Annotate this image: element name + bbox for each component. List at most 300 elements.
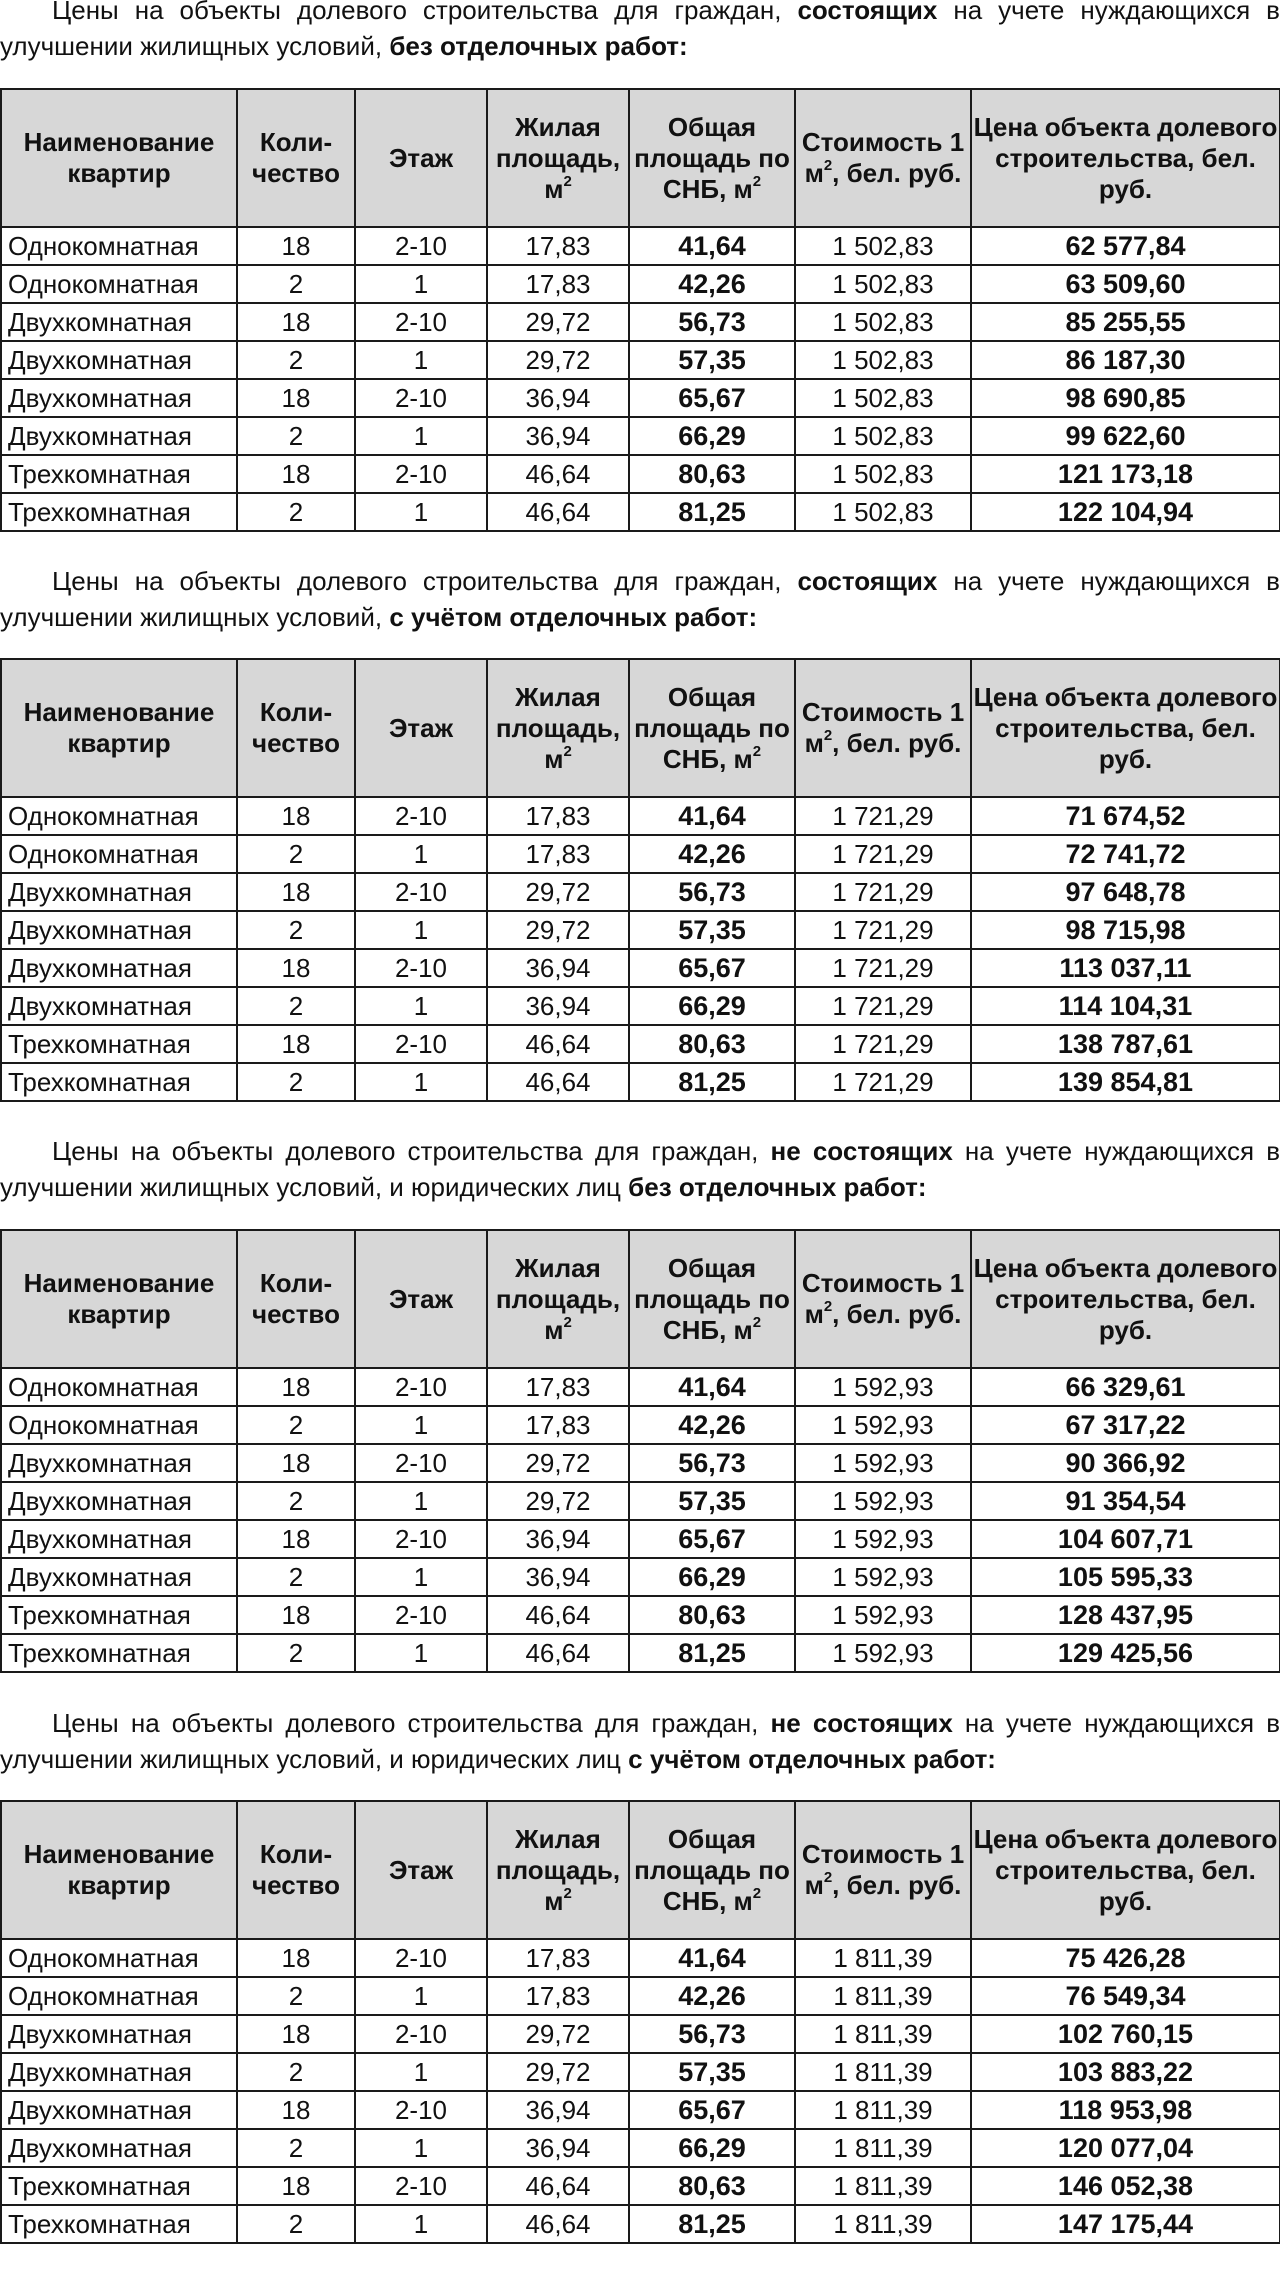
cell-cost: 1 721,29 [795,797,971,835]
table-row [1,1596,1280,1634]
table-row [1,379,1280,417]
header-floor: Этаж [355,659,487,797]
cell-price: 63 509,60 [971,265,1280,303]
cell-price: 146 052,38 [971,2167,1280,2205]
cell-total: 57,35 [629,2053,795,2091]
cell-total: 66,29 [629,987,795,1025]
table-row [1,341,1280,379]
cell-price: 139 854,81 [971,1063,1280,1101]
header-cost-per-m2-suffix: , бел. руб. [832,158,962,188]
cell-cost: 1 502,83 [795,303,971,341]
cell-living: 46,64 [487,1025,629,1063]
header-apartment-name: Наименование квартир [1,659,237,797]
cell-living: 46,64 [487,493,629,531]
cell-total: 56,73 [629,2015,795,2053]
cell-total: 56,73 [629,1444,795,1482]
cell-cost: 1 592,93 [795,1482,971,1520]
table-row [1,1063,1280,1101]
table-row [1,2167,1280,2205]
cell-qty: 18 [237,379,355,417]
header-floor: Этаж [355,89,487,227]
cell-cost: 1 721,29 [795,1063,971,1101]
cell-qty: 18 [237,1368,355,1406]
header-row [1,89,1280,227]
cell-qty: 18 [237,2091,355,2129]
table-row [1,1444,1280,1482]
cell-qty: 2 [237,1482,355,1520]
cell-qty: 2 [237,2129,355,2167]
cell-floor: 2-10 [355,1025,487,1063]
cell-qty: 18 [237,2167,355,2205]
header-total-area-text: Общая площадь по СНБ, м [634,111,790,204]
table-row [1,987,1280,1025]
cell-price: 104 607,71 [971,1520,1280,1558]
cell-floor: 2-10 [355,455,487,493]
cell-living: 29,72 [487,341,629,379]
cell-name: Трехкомнатная [1,2167,237,2205]
cell-cost: 1 592,93 [795,1520,971,1558]
cell-price: 91 354,54 [971,1482,1280,1520]
cell-price: 122 104,94 [971,493,1280,531]
cell-total: 80,63 [629,1596,795,1634]
table-row [1,1939,1280,1977]
cell-price: 90 366,92 [971,1444,1280,1482]
cell-cost: 1 592,93 [795,1596,971,1634]
cell-cost: 1 811,39 [795,2053,971,2091]
cell-name: Однокомнатная [1,1368,237,1406]
cell-total: 80,63 [629,2167,795,2205]
cell-total: 42,26 [629,1977,795,2015]
table-row [1,493,1280,531]
header-living-area [487,659,629,797]
cell-floor: 1 [355,835,487,873]
cell-cost: 1 502,83 [795,493,971,531]
cell-living: 17,83 [487,1368,629,1406]
cell-name: Однокомнатная [1,1977,237,2015]
header-quantity: Коли-чество [237,1801,355,1939]
cell-qty: 18 [237,949,355,987]
cell-price: 86 187,30 [971,341,1280,379]
cell-cost: 1 721,29 [795,987,971,1025]
cell-name: Трехкомнатная [1,1596,237,1634]
cell-price: 71 674,52 [971,797,1280,835]
cell-total: 41,64 [629,227,795,265]
cell-living: 36,94 [487,417,629,455]
cell-qty: 2 [237,835,355,873]
cell-price: 121 173,18 [971,455,1280,493]
cell-cost: 1 811,39 [795,2129,971,2167]
header-total-area-text: Общая площадь по СНБ, м [634,1823,790,1916]
cell-floor: 2-10 [355,303,487,341]
cell-cost: 1 592,93 [795,1406,971,1444]
cell-living: 36,94 [487,949,629,987]
cell-qty: 2 [237,493,355,531]
header-apartment-name: Наименование квартир [1,1230,237,1368]
header-apartment-name: Наименование квартир [1,89,237,227]
cell-cost: 1 502,83 [795,341,971,379]
cell-qty: 2 [237,1063,355,1101]
caption-text: на учете нуждающихся в улучшении жилищных условий, [0,566,1280,632]
table-row [1,2205,1280,2243]
cell-living: 17,83 [487,1977,629,2015]
cell-floor: 1 [355,911,487,949]
cell-floor: 2-10 [355,797,487,835]
cell-price: 128 437,95 [971,1596,1280,1634]
cell-name: Трехкомнатная [1,493,237,531]
cell-name: Двухкомнатная [1,303,237,341]
cell-qty: 18 [237,303,355,341]
cell-cost: 1 721,29 [795,911,971,949]
cell-living: 17,83 [487,227,629,265]
header-object-price: Цена объекта долевого строительства, бел. руб. [971,1230,1280,1368]
cell-cost: 1 811,39 [795,2167,971,2205]
superscript-2: 2 [563,1313,572,1331]
cell-total: 65,67 [629,949,795,987]
cell-floor: 2-10 [355,2167,487,2205]
cell-cost: 1 811,39 [795,2015,971,2053]
cell-total: 65,67 [629,1520,795,1558]
table-row [1,455,1280,493]
cell-total: 80,63 [629,455,795,493]
cell-name: Двухкомнатная [1,873,237,911]
cell-floor: 1 [355,2129,487,2167]
cell-total: 42,26 [629,835,795,873]
cell-living: 17,83 [487,835,629,873]
cell-total: 66,29 [629,2129,795,2167]
header-quantity: Коли-чество [237,1230,355,1368]
cell-living: 46,64 [487,2205,629,2243]
cell-qty: 2 [237,987,355,1025]
caption-emphasis: с учётом отделочных работ: [389,602,758,632]
cell-living: 36,94 [487,987,629,1025]
cell-cost: 1 811,39 [795,1939,971,1977]
cell-price: 114 104,31 [971,987,1280,1025]
cell-total: 81,25 [629,2205,795,2243]
cell-floor: 2-10 [355,1520,487,1558]
cell-total: 66,29 [629,417,795,455]
header-total-area-text: Общая площадь по СНБ, м [634,1252,790,1345]
price-table [0,1800,1280,2244]
cell-qty: 18 [237,227,355,265]
superscript-2: 2 [563,742,572,760]
cell-living: 29,72 [487,1482,629,1520]
cell-floor: 2-10 [355,1939,487,1977]
cell-floor: 1 [355,1634,487,1672]
cell-living: 29,72 [487,303,629,341]
cell-name: Двухкомнатная [1,1520,237,1558]
cell-cost: 1 502,83 [795,227,971,265]
table-row [1,2015,1280,2053]
cell-total: 66,29 [629,1558,795,1596]
header-cost-per-m2 [795,89,971,227]
cell-cost: 1 811,39 [795,1977,971,2015]
header-floor: Этаж [355,1230,487,1368]
caption-text: на учете нуждающихся в улучшении жилищных условий, [0,0,1280,61]
cell-cost: 1 502,83 [795,417,971,455]
cell-price: 99 622,60 [971,417,1280,455]
cell-qty: 18 [237,455,355,493]
table-row [1,835,1280,873]
cell-price: 66 329,61 [971,1368,1280,1406]
superscript-2: 2 [823,727,833,745]
cell-name: Двухкомнатная [1,2015,237,2053]
superscript-2: 2 [823,157,833,175]
section-caption [0,0,1280,64]
cell-price: 62 577,84 [971,227,1280,265]
cell-total: 42,26 [629,265,795,303]
cell-total: 41,64 [629,797,795,835]
cell-name: Однокомнатная [1,835,237,873]
header-cost-per-m2 [795,659,971,797]
table-row [1,1025,1280,1063]
cell-living: 46,64 [487,1634,629,1672]
cell-floor: 2-10 [355,1444,487,1482]
header-quantity: Коли-чество [237,659,355,797]
header-cost-per-m2-suffix: , бел. руб. [832,1870,962,1900]
cell-cost: 1 502,83 [795,379,971,417]
cell-qty: 18 [237,797,355,835]
cell-living: 36,94 [487,2129,629,2167]
caption-emphasis: состоящих [797,0,938,25]
cell-living: 17,83 [487,1406,629,1444]
caption-text: Цены на объекты долевого строительства для граждан, [52,1136,771,1166]
cell-qty: 2 [237,2053,355,2091]
cell-total: 42,26 [629,1406,795,1444]
cell-living: 17,83 [487,265,629,303]
header-living-area-text: Жилая площадь, м [495,1823,621,1916]
cell-total: 57,35 [629,1482,795,1520]
header-cost-per-m2-text: Стоимость 1 м [801,1268,965,1329]
cell-cost: 1 721,29 [795,835,971,873]
table-row [1,1368,1280,1406]
cell-floor: 1 [355,265,487,303]
cell-name: Двухкомнатная [1,2053,237,2091]
table-row [1,1482,1280,1520]
cell-price: 105 595,33 [971,1558,1280,1596]
cell-name: Однокомнатная [1,227,237,265]
cell-name: Однокомнатная [1,1939,237,1977]
cell-floor: 1 [355,1977,487,2015]
cell-name: Однокомнатная [1,265,237,303]
cell-cost: 1 721,29 [795,1025,971,1063]
cell-qty: 2 [237,1558,355,1596]
caption-emphasis: не состоящих [770,1136,953,1166]
header-living-area [487,89,629,227]
cell-name: Двухкомнатная [1,1558,237,1596]
cell-total: 57,35 [629,911,795,949]
cell-floor: 1 [355,2205,487,2243]
table-row [1,873,1280,911]
cell-floor: 2-10 [355,1596,487,1634]
header-cost-per-m2-text: Стоимость 1 м [801,127,965,188]
table-row [1,303,1280,341]
superscript-2: 2 [563,1884,572,1902]
caption-emphasis: не состоящих [770,1708,953,1738]
cell-floor: 2-10 [355,1368,487,1406]
cell-cost: 1 811,39 [795,2205,971,2243]
cell-price: 98 690,85 [971,379,1280,417]
cell-total: 56,73 [629,303,795,341]
cell-price: 85 255,55 [971,303,1280,341]
section-caption [0,1705,1280,1777]
cell-living: 29,72 [487,1444,629,1482]
cell-name: Двухкомнатная [1,341,237,379]
cell-name: Трехкомнатная [1,1063,237,1101]
price-table [0,88,1280,532]
caption-emphasis: без отделочных работ: [628,1172,927,1202]
cell-total: 81,25 [629,1063,795,1101]
cell-name: Двухкомнатная [1,1444,237,1482]
cell-price: 97 648,78 [971,873,1280,911]
price-table [0,658,1280,1102]
cell-cost: 1 502,83 [795,455,971,493]
cell-living: 17,83 [487,1939,629,1977]
cell-living: 29,72 [487,2053,629,2091]
cell-living: 36,94 [487,1520,629,1558]
header-quantity: Коли-чество [237,89,355,227]
table-row [1,797,1280,835]
table-row [1,1520,1280,1558]
cell-cost: 1 592,93 [795,1558,971,1596]
header-cost-per-m2 [795,1230,971,1368]
header-living-area [487,1230,629,1368]
header-row [1,1801,1280,1939]
cell-total: 41,64 [629,1939,795,1977]
cell-floor: 2-10 [355,949,487,987]
header-cost-per-m2 [795,1801,971,1939]
table-row [1,1977,1280,2015]
caption-emphasis: с учётом отделочных работ: [628,1744,996,1774]
cell-name: Двухкомнатная [1,2091,237,2129]
cell-qty: 2 [237,1977,355,2015]
header-floor: Этаж [355,1801,487,1939]
table-row [1,1634,1280,1672]
caption-emphasis: состоящих [797,566,938,596]
table-row [1,417,1280,455]
cell-floor: 1 [355,987,487,1025]
cell-price: 113 037,11 [971,949,1280,987]
header-total-area [629,89,795,227]
cell-total: 65,67 [629,379,795,417]
cell-total: 65,67 [629,2091,795,2129]
cell-living: 46,64 [487,455,629,493]
cell-cost: 1 721,29 [795,873,971,911]
cell-total: 57,35 [629,341,795,379]
cell-floor: 1 [355,417,487,455]
cell-name: Двухкомнатная [1,1482,237,1520]
cell-price: 103 883,22 [971,2053,1280,2091]
header-cost-per-m2-suffix: , бел. руб. [832,1299,962,1329]
cell-qty: 18 [237,2015,355,2053]
header-object-price: Цена объекта долевого строительства, бел. руб. [971,659,1280,797]
cell-qty: 18 [237,1939,355,1977]
cell-floor: 1 [355,493,487,531]
cell-floor: 1 [355,1063,487,1101]
header-row [1,1230,1280,1368]
header-living-area-text: Жилая площадь, м [495,1252,621,1345]
cell-cost: 1 592,93 [795,1444,971,1482]
cell-living: 46,64 [487,2167,629,2205]
cell-living: 29,72 [487,911,629,949]
cell-name: Трехкомнатная [1,1025,237,1063]
cell-cost: 1 811,39 [795,2091,971,2129]
cell-living: 36,94 [487,2091,629,2129]
cell-total: 81,25 [629,1634,795,1672]
header-living-area-text: Жилая площадь, м [495,681,621,774]
header-total-area-text: Общая площадь по СНБ, м [634,681,790,774]
cell-floor: 1 [355,2053,487,2091]
cell-living: 46,64 [487,1063,629,1101]
header-cost-per-m2-suffix: , бел. руб. [832,728,962,758]
cell-qty: 18 [237,1444,355,1482]
cell-qty: 2 [237,341,355,379]
cell-price: 138 787,61 [971,1025,1280,1063]
header-cost-per-m2-text: Стоимость 1 м [801,697,965,758]
cell-living: 36,94 [487,379,629,417]
cell-name: Двухкомнатная [1,379,237,417]
header-living-area-text: Жилая площадь, м [495,111,621,204]
cell-cost: 1 592,93 [795,1368,971,1406]
header-object-price: Цена объекта долевого строительства, бел. руб. [971,89,1280,227]
cell-floor: 2-10 [355,379,487,417]
caption-text: на учете нуждающихся в улучшении жилищных условий, и юридических лиц [0,1708,1280,1774]
cell-qty: 18 [237,1025,355,1063]
table-row [1,1558,1280,1596]
table-row [1,1406,1280,1444]
superscript-2: 2 [752,1884,762,1902]
cell-price: 102 760,15 [971,2015,1280,2053]
price-table [0,1229,1280,1673]
header-total-area [629,659,795,797]
section-caption [0,563,1280,635]
cell-name: Двухкомнатная [1,987,237,1025]
caption-emphasis: без отделочных работ: [389,31,688,61]
cell-price: 147 175,44 [971,2205,1280,2243]
cell-living: 36,94 [487,1558,629,1596]
table-row [1,2053,1280,2091]
superscript-2: 2 [823,1298,833,1316]
header-row [1,659,1280,797]
cell-qty: 2 [237,911,355,949]
caption-text: Цены на объекты долевого строительства для граждан, [52,0,798,25]
superscript-2: 2 [823,1869,833,1887]
cell-qty: 2 [237,2205,355,2243]
table-row [1,227,1280,265]
cell-cost: 1 721,29 [795,949,971,987]
header-total-area [629,1230,795,1368]
cell-name: Трехкомнатная [1,1634,237,1672]
cell-qty: 18 [237,873,355,911]
header-object-price: Цена объекта долевого строительства, бел. руб. [971,1801,1280,1939]
cell-living: 17,83 [487,797,629,835]
header-apartment-name: Наименование квартир [1,1801,237,1939]
table-row [1,265,1280,303]
cell-price: 67 317,22 [971,1406,1280,1444]
cell-qty: 2 [237,417,355,455]
cell-name: Трехкомнатная [1,455,237,493]
cell-name: Двухкомнатная [1,2129,237,2167]
cell-name: Двухкомнатная [1,949,237,987]
cell-qty: 2 [237,1634,355,1672]
cell-name: Трехкомнатная [1,2205,237,2243]
table-row [1,949,1280,987]
cell-floor: 2-10 [355,2015,487,2053]
cell-cost: 1 502,83 [795,265,971,303]
cell-price: 118 953,98 [971,2091,1280,2129]
cell-name: Однокомнатная [1,1406,237,1444]
caption-text: Цены на объекты долевого строительства для граждан, [52,1708,771,1738]
cell-living: 29,72 [487,873,629,911]
